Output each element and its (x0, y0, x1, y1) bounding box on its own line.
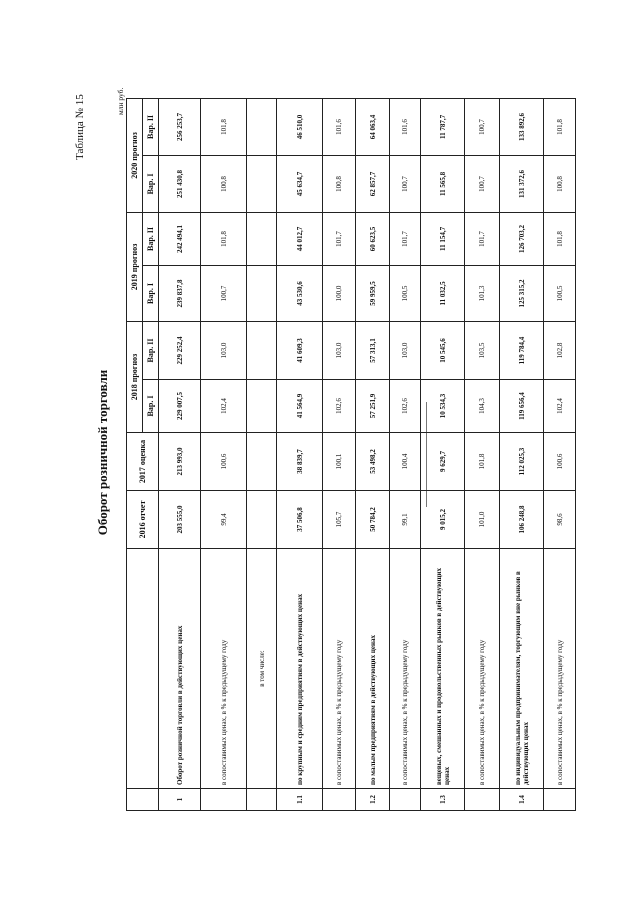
row-number: 1.4 (500, 789, 544, 811)
value-cell: 256 253,7 (159, 98, 201, 155)
value-cell: 101,0 (465, 491, 500, 549)
value-cell: 100,7 (465, 155, 500, 212)
row-number (201, 789, 247, 811)
value-cell (247, 433, 277, 491)
value-cell: 102,6 (390, 380, 421, 433)
value-cell (247, 491, 277, 549)
table-row (356, 98, 390, 810)
value-cell (247, 380, 277, 433)
value-cell: 11 154,7 (421, 212, 465, 265)
value-cell: 9 629,7 (421, 433, 465, 491)
header-2020-var2: Вар. II (143, 98, 159, 155)
value-cell: 11 787,7 (421, 98, 465, 155)
row-number: 1.2 (356, 789, 390, 811)
value-cell: 103,0 (390, 321, 421, 379)
row-label: в сопоставимых ценах, в % к предыдущему году (201, 549, 247, 789)
row-label: в сопоставимых ценах, в % к предыдущему году (465, 549, 500, 789)
value-cell: 119 656,4 (500, 380, 544, 433)
table-number: Таблица № 15 (74, 94, 86, 160)
value-cell: 100,8 (323, 155, 356, 212)
row-label: в сопоставимых ценах, в % к предыдущему году (390, 549, 421, 789)
header-2019-var1: Вар. I (143, 265, 159, 321)
value-cell: 100,7 (465, 98, 500, 155)
header-row-1 (127, 98, 143, 810)
value-cell: 11 032,5 (421, 265, 465, 321)
value-cell: 53 498,2 (356, 433, 390, 491)
value-cell: 62 857,7 (356, 155, 390, 212)
value-cell: 101,8 (544, 98, 576, 155)
header-2019: 2019 прогноз (127, 212, 143, 321)
row-label: в сопоставимых ценах, в % к предыдущему году (544, 549, 576, 789)
row-label: по индивидуальным предпринимателям, торгующим вне рынков в действующих ценах (500, 549, 544, 789)
table-body (159, 98, 576, 810)
value-cell: 112 025,3 (500, 433, 544, 491)
table-row (159, 98, 201, 810)
value-cell: 41 609,3 (277, 321, 323, 379)
table-row (500, 98, 544, 810)
value-cell: 44 012,7 (277, 212, 323, 265)
value-cell: 100,5 (390, 265, 421, 321)
value-cell: 100,8 (544, 155, 576, 212)
value-cell: 100,0 (323, 265, 356, 321)
row-number: 1 (159, 789, 201, 811)
value-cell: 99,4 (201, 491, 247, 549)
value-cell: 98,6 (544, 491, 576, 549)
value-cell: 101,8 (544, 212, 576, 265)
table-row (390, 98, 421, 810)
table-row (421, 98, 465, 810)
row-number: 1.1 (277, 789, 323, 811)
row-label: по крупным и средним предприятиям в действующих ценах (277, 549, 323, 789)
value-cell: 101,8 (465, 433, 500, 491)
table-row (323, 98, 356, 810)
value-cell: 100,6 (544, 433, 576, 491)
value-cell (247, 155, 277, 212)
value-cell: 101,3 (465, 265, 500, 321)
value-cell: 119 784,4 (500, 321, 544, 379)
value-cell: 125 315,2 (500, 265, 544, 321)
retail-turnover-table (126, 98, 576, 811)
value-cell: 9 015,2 (421, 491, 465, 549)
value-cell: 239 837,8 (159, 265, 201, 321)
table-row (465, 98, 500, 810)
value-cell: 101,8 (201, 212, 247, 265)
header-2019-var2: Вар. II (143, 212, 159, 265)
row-label: в сопоставимых ценах, в % к предыдущему году (323, 549, 356, 789)
value-cell: 59 959,5 (356, 265, 390, 321)
value-cell: 46 510,0 (277, 98, 323, 155)
value-cell: 105,7 (323, 491, 356, 549)
value-cell: 229 252,4 (159, 321, 201, 379)
value-cell: 203 555,0 (159, 491, 201, 549)
row-number: 1.3 (421, 789, 465, 811)
value-cell: 101,7 (323, 212, 356, 265)
value-cell (247, 321, 277, 379)
header-number-cell (127, 789, 159, 811)
value-cell: 102,6 (323, 380, 356, 433)
value-cell: 50 784,2 (356, 491, 390, 549)
value-cell: 103,0 (201, 321, 247, 379)
value-cell: 100,1 (323, 433, 356, 491)
value-cell: 43 530,6 (277, 265, 323, 321)
row-number (544, 789, 576, 811)
value-cell: 229 007,5 (159, 380, 201, 433)
value-cell: 100,8 (201, 155, 247, 212)
value-cell: 101,7 (465, 212, 500, 265)
value-cell: 242 494,1 (159, 212, 201, 265)
value-cell: 99,1 (390, 491, 421, 549)
value-cell: 100,5 (544, 265, 576, 321)
table-row (544, 98, 576, 810)
row-label: по малым предприятиям в действующих ценах (356, 549, 390, 789)
value-cell: 102,8 (544, 321, 576, 379)
value-cell: 11 565,8 (421, 155, 465, 212)
value-cell: 213 993,0 (159, 433, 201, 491)
value-cell: 101,6 (323, 98, 356, 155)
value-cell: 57 313,1 (356, 321, 390, 379)
value-cell: 131 372,6 (500, 155, 544, 212)
value-cell: 60 623,5 (356, 212, 390, 265)
header-2017: 2017 оценка (127, 433, 159, 491)
row-number (323, 789, 356, 811)
value-cell: 126 703,2 (500, 212, 544, 265)
table-row (201, 98, 247, 810)
value-cell: 100,6 (201, 433, 247, 491)
header-2020: 2020 прогноз (127, 98, 143, 212)
value-cell: 37 506,8 (277, 491, 323, 549)
unit-label: млн руб. (116, 87, 125, 115)
value-cell: 101,8 (201, 98, 247, 155)
row-label: Оборот розничной торговли в действующих ценах (159, 549, 201, 789)
value-cell: 102,4 (544, 380, 576, 433)
table-row (247, 98, 277, 810)
value-cell: 103,0 (323, 321, 356, 379)
value-cell: 103,5 (465, 321, 500, 379)
value-cell: 100,7 (390, 155, 421, 212)
value-cell: 45 634,7 (277, 155, 323, 212)
value-cell: 101,6 (390, 98, 421, 155)
page-title: Оборот розничной торговли (95, 369, 110, 536)
row-label: в том числе: (247, 549, 277, 789)
value-cell: 106 248,8 (500, 491, 544, 549)
value-cell: 104,3 (465, 380, 500, 433)
value-cell (247, 98, 277, 155)
value-cell: 57 251,9 (356, 380, 390, 433)
value-cell (247, 212, 277, 265)
value-cell: 101,7 (390, 212, 421, 265)
row-number (465, 789, 500, 811)
value-cell: 10 545,6 (421, 321, 465, 379)
value-cell: 100,4 (390, 433, 421, 491)
header-2018: 2018 прогноз (127, 321, 143, 432)
value-cell: 251 430,8 (159, 155, 201, 212)
header-label-cell (127, 549, 159, 789)
value-cell (247, 265, 277, 321)
row-label: вещевых, смешанных и продовольственных рынков в действующих ценах (421, 549, 465, 789)
table-row (277, 98, 323, 810)
header-2018-var1: Вар. I (143, 380, 159, 433)
value-cell: 10 534,3 (421, 380, 465, 433)
header-2020-var1: Вар. I (143, 155, 159, 212)
value-cell: 41 564,9 (277, 380, 323, 433)
value-cell: 133 892,6 (500, 98, 544, 155)
value-cell: 102,4 (201, 380, 247, 433)
value-cell: 100,7 (201, 265, 247, 321)
value-cell: 64 063,4 (356, 98, 390, 155)
value-cell: 38 839,7 (277, 433, 323, 491)
row-number (247, 789, 277, 811)
header-2016: 2016 отчет (127, 491, 159, 549)
row-number (390, 789, 421, 811)
header-2018-var2: Вар. II (143, 321, 159, 379)
